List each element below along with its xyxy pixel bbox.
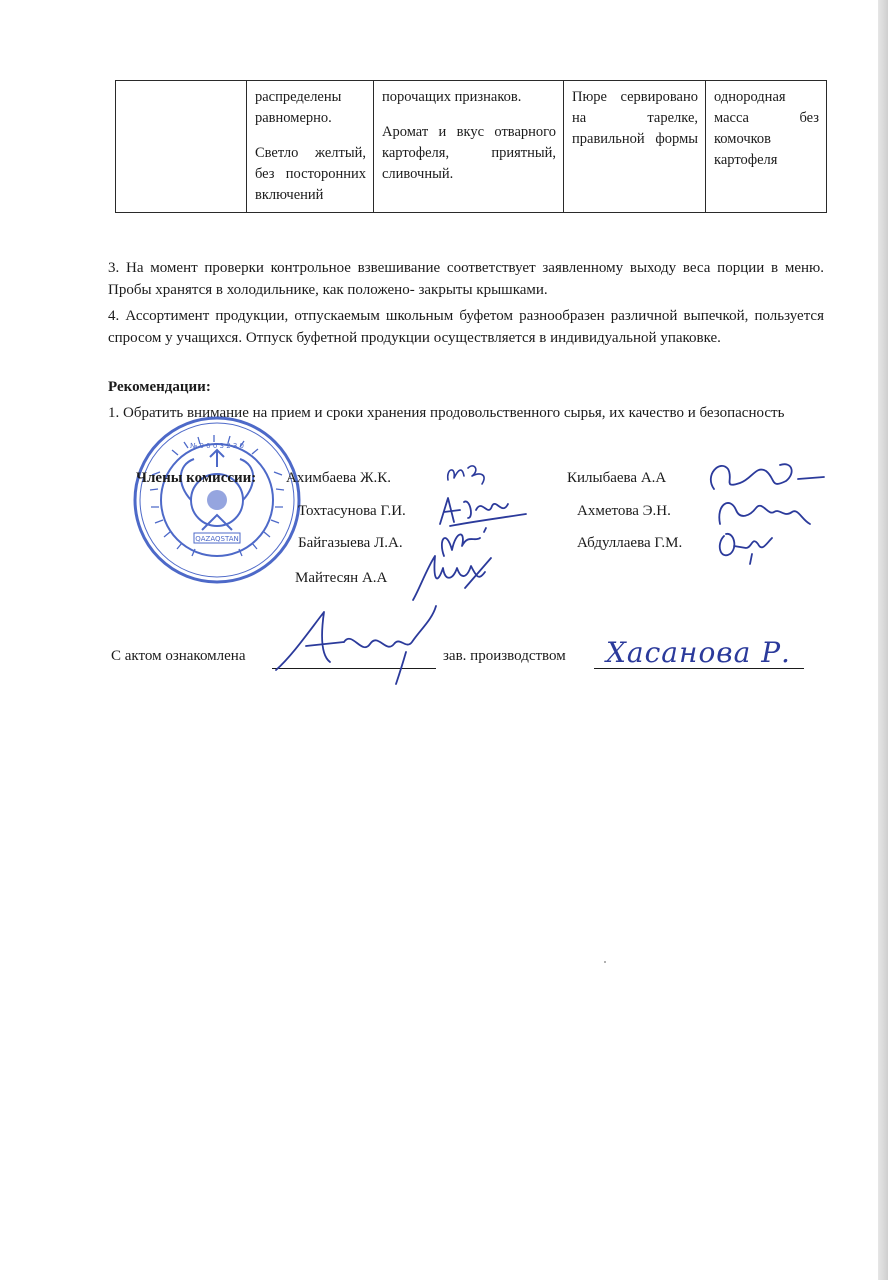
page-edge-shadow — [878, 0, 888, 1280]
member-name: Ахметова Э.Н. — [577, 503, 671, 519]
cell-text: распределены равномерно. — [255, 89, 342, 126]
signature — [270, 600, 440, 686]
acquaint-role: зав. производством — [443, 648, 566, 664]
cell-text: Аромат и вкус отварного картофеля, приятный, сливочный. — [382, 124, 556, 182]
member-name: Абдуллаева Г.М. — [577, 535, 683, 551]
table-cell-empty — [116, 81, 247, 213]
member-name: Ахимбаева Ж.К. — [286, 470, 392, 486]
member-name: Байгазыева Л.А. — [298, 535, 403, 551]
item-3-paragraph: 3. На момент проверки контрольное взвешивание соответствует заявленному выходу веса порции в меню. Пробы хранятся в холодильнике, как положено- закрыты крышками. — [108, 260, 824, 298]
official-seal — [132, 415, 302, 585]
seal-text: QAZAQSTAN — [195, 535, 239, 543]
cell-text: Светло желтый, без посторонних включений — [255, 145, 366, 203]
seal-number: № 0 0 0 3 2 3 0 — [189, 442, 245, 450]
signature — [440, 458, 500, 490]
assessment-table — [115, 80, 827, 213]
cell-text: порочащих признаков. — [382, 89, 522, 105]
acquaint-label: С актом ознакомлена — [111, 648, 246, 664]
scan-speck — [604, 961, 606, 963]
manager-signature — [600, 630, 812, 672]
recommendation-item-1: 1. Обратить внимание на прием и сроки хранения продовольственного сырья, их качество и безопасность — [108, 405, 785, 421]
cell-text: Пюре сервировано на тарелке, правильной формы — [572, 89, 698, 147]
signature — [405, 550, 495, 604]
item-4-paragraph: 4. Ассортимент продукции, отпускаемым школьным буфетом разнообразен различной выпечкой, пользуется спросом у учащихся. Отпуск буфетной продукции осуществляется в индивидуальной упаковке. — [108, 308, 824, 346]
member-name: Тохтасунова Г.И. — [298, 503, 406, 519]
signature-text: Хасанова Р. — [606, 636, 791, 669]
cell-text: однородная масса без комочков картофеля — [714, 89, 819, 168]
recommendations-heading: Рекомендации: — [108, 379, 211, 395]
member-name: Майтесян А.А — [295, 570, 388, 586]
table-row — [116, 81, 827, 213]
table-cell-taste — [374, 81, 564, 213]
signature — [712, 524, 782, 568]
commission-label: Члены комиссии: — [136, 470, 257, 486]
table-cell-consistency — [706, 81, 827, 213]
member-name: Килыбаева А.А — [567, 470, 667, 486]
table-cell-serving — [564, 81, 706, 213]
table-cell-color — [247, 81, 374, 213]
